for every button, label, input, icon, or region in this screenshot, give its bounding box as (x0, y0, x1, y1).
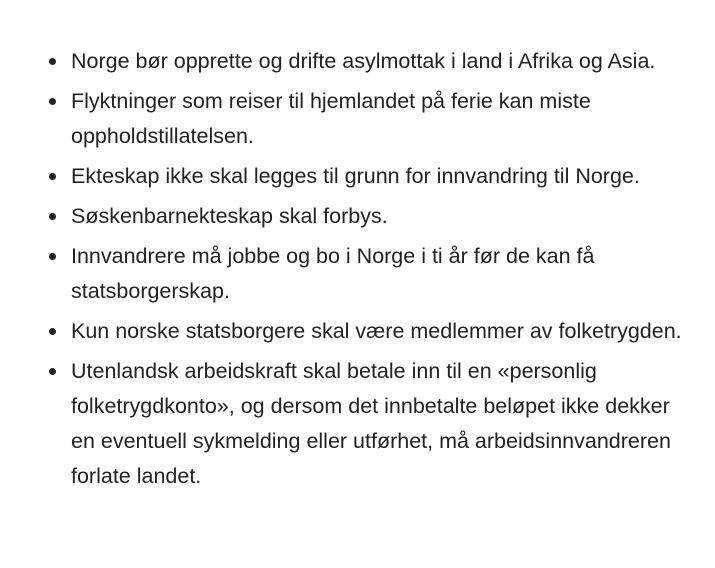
list-item (0, 44, 715, 79)
bullet-icon (49, 253, 56, 260)
bullet-icon (49, 98, 56, 105)
list-item (0, 314, 715, 349)
policy-bullet-list (0, 44, 715, 499)
list-item-text: Utenlandsk arbeidskraft skal betale inn til en «personlig folketrygdkonto», og dersom det innbetalte beløpet ikke dekker en eventuell sykmelding eller utførhet, må arbeidsinnvandreren forlate landet. (71, 359, 671, 488)
list-item (0, 84, 715, 154)
list-item-text: Søskenbarnekteskap skal forbys. (71, 204, 388, 228)
list-item-text: Kun norske statsborgere skal være medlemmer av folketrygden. (71, 319, 682, 343)
list-item-text: Norge bør opprette og drifte asylmottak i land i Afrika og Asia. (71, 49, 656, 73)
list-item-text: Innvandrere må jobbe og bo i Norge i ti år før de kan få statsborgerskap. (71, 244, 595, 303)
list-item-text: Ekteskap ikke skal legges til grunn for innvandring til Norge. (71, 164, 640, 188)
bullet-icon (49, 58, 56, 65)
list-item (0, 199, 715, 234)
list-item (0, 159, 715, 194)
bullet-icon (49, 368, 56, 375)
list-item (0, 239, 715, 309)
bullet-icon (49, 328, 56, 335)
list-item-text: Flyktninger som reiser til hjemlandet på ferie kan miste oppholdstillatelsen. (71, 89, 591, 148)
bullet-icon (49, 213, 56, 220)
bullet-icon (49, 173, 56, 180)
list-item (0, 354, 715, 494)
